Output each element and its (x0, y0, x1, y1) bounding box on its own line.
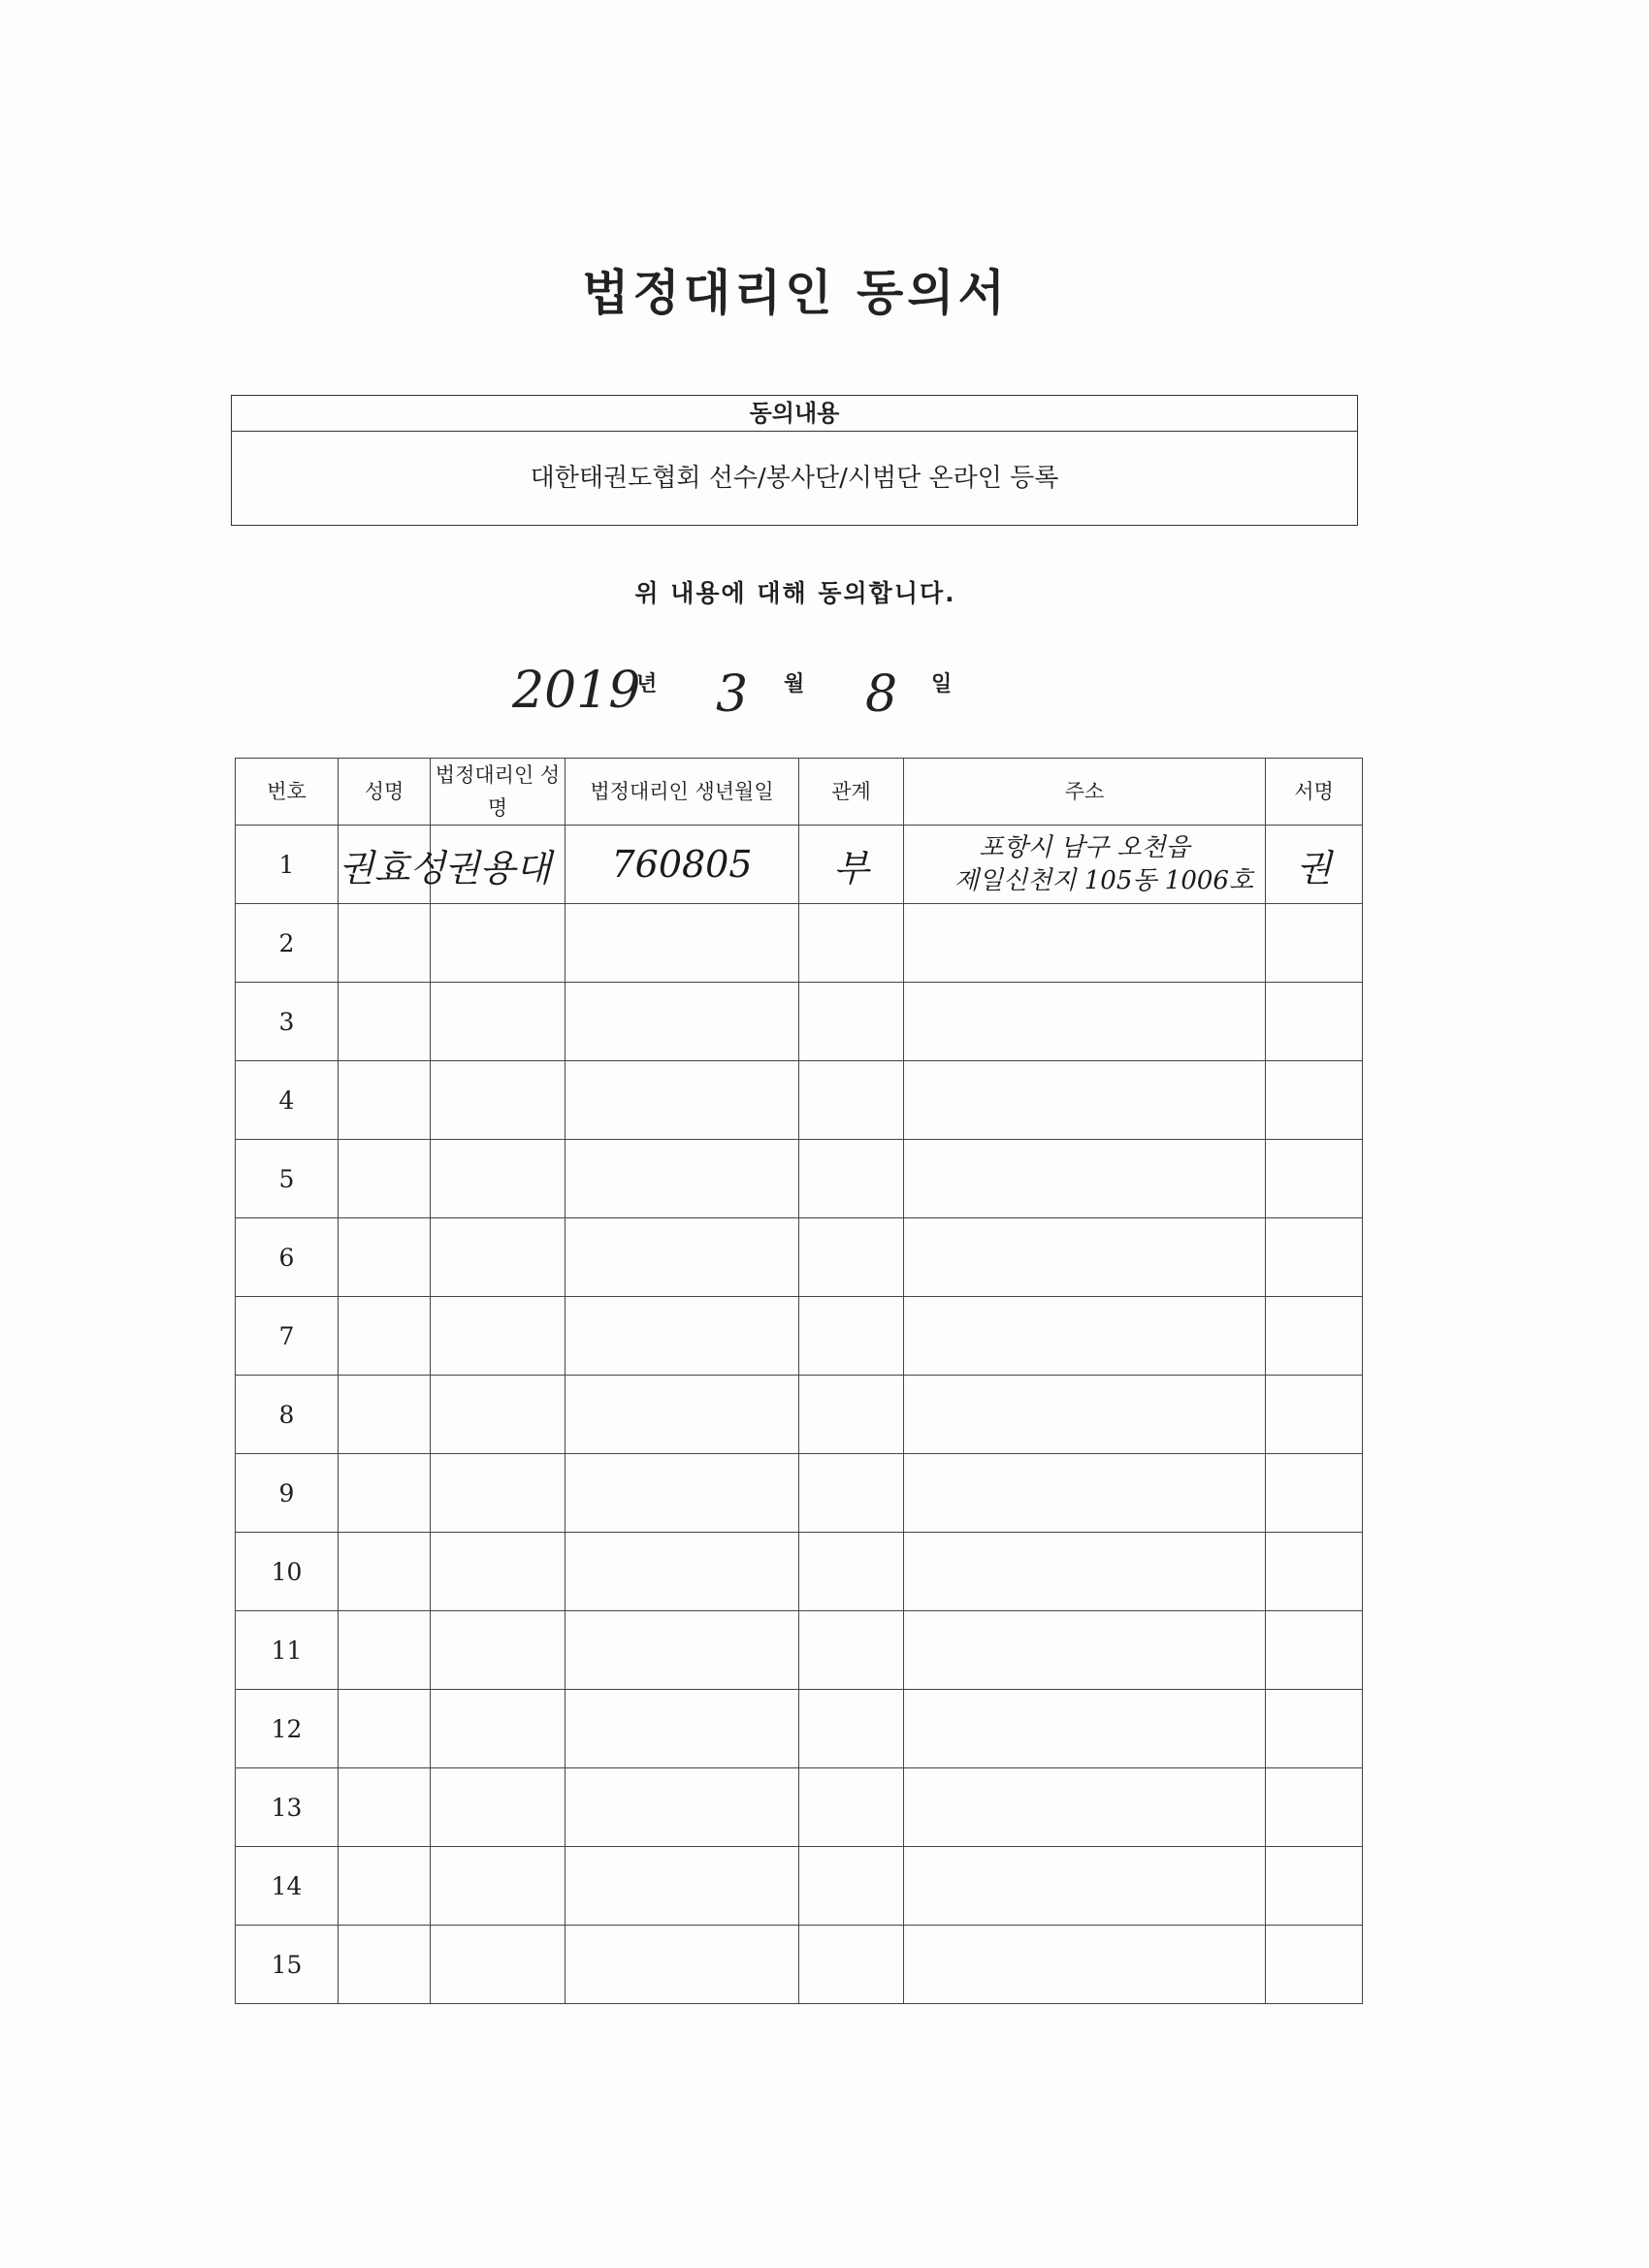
cell-no: 1 (236, 826, 339, 904)
cell-relation (799, 1454, 904, 1533)
cell-guardian-name (431, 1690, 566, 1768)
cell-no: 14 (236, 1847, 339, 1926)
cell-guardian-name (431, 1376, 566, 1454)
cell-no: 13 (236, 1768, 339, 1847)
cell-guardian-name (431, 1218, 566, 1297)
cell-no: 4 (236, 1061, 339, 1140)
cell-signature (1266, 983, 1363, 1061)
cell-signature (1266, 1690, 1363, 1768)
cell-guardian-name: 권용대 (431, 826, 566, 904)
cell-signature: 권 (1266, 826, 1363, 904)
cell-name (339, 1061, 431, 1140)
cell-guardian-name (431, 1061, 566, 1140)
date-year: 2019 (512, 662, 641, 720)
cell-name (339, 1611, 431, 1690)
cell-name (339, 1926, 431, 2004)
cell-relation (799, 1611, 904, 1690)
consent-statement: 위 내용에 대해 동의합니다. (634, 579, 956, 607)
cell-guardian-name (431, 1611, 566, 1690)
cell-relation (799, 1218, 904, 1297)
cell-guardian-name (431, 983, 566, 1061)
table-row (236, 1533, 1363, 1611)
cell-address (904, 1611, 1266, 1690)
table-row (236, 1061, 1363, 1140)
header-guardian-birth: 법정대리인 생년월일 (566, 759, 799, 826)
cell-address (904, 983, 1266, 1061)
cell-guardian-birth (566, 1061, 799, 1140)
cell-signature (1266, 1611, 1363, 1690)
table-row (236, 1140, 1363, 1218)
cell-guardian-name (431, 904, 566, 983)
cell-guardian-name (431, 1847, 566, 1926)
form-title: 법정대리인 동의서 (582, 265, 1009, 321)
agreement-content: 대한태권도협회 선수/봉사단/시범단 온라인 등록 (530, 464, 1059, 493)
cell-name (339, 1533, 431, 1611)
cell-address (904, 1768, 1266, 1847)
cell-signature (1266, 1926, 1363, 2004)
cell-signature (1266, 1218, 1363, 1297)
agreement-header: 동의내용 (232, 396, 1357, 432)
table-row (236, 904, 1363, 983)
cell-guardian-birth: 760805 (566, 826, 799, 904)
cell-address (904, 1690, 1266, 1768)
cell-name (339, 1297, 431, 1376)
cell-guardian-birth (566, 904, 799, 983)
cell-relation (799, 1533, 904, 1611)
date-year-unit: 년 (636, 672, 658, 697)
cell-name (339, 1690, 431, 1768)
cell-guardian-name (431, 1768, 566, 1847)
cell-signature (1266, 1061, 1363, 1140)
cell-address (904, 1926, 1266, 2004)
cell-guardian-birth (566, 1218, 799, 1297)
cell-signature (1266, 1376, 1363, 1454)
header-guardian-name: 법정대리인 성명 (431, 759, 566, 826)
cell-relation (799, 1690, 904, 1768)
cell-signature (1266, 1533, 1363, 1611)
date-day: 8 (865, 665, 898, 724)
cell-signature (1266, 1847, 1363, 1926)
cell-relation (799, 1847, 904, 1926)
cell-address (904, 1847, 1266, 1926)
cell-no: 9 (236, 1454, 339, 1533)
date-line (0, 652, 1649, 729)
cell-guardian-birth (566, 1847, 799, 1926)
table-row (236, 983, 1363, 1061)
cell-guardian-birth (566, 983, 799, 1061)
cell-no: 7 (236, 1297, 339, 1376)
address-line-1: 포항시 남구 오천읍 (979, 833, 1190, 862)
cell-no: 2 (236, 904, 339, 983)
header-no: 번호 (236, 759, 339, 826)
cell-no: 10 (236, 1533, 339, 1611)
cell-name (339, 904, 431, 983)
cell-address (904, 826, 1266, 904)
cell-name (339, 1140, 431, 1218)
cell-no: 3 (236, 983, 339, 1061)
cell-name (339, 1376, 431, 1454)
table-body (236, 826, 1363, 2004)
table-row (236, 1611, 1363, 1690)
cell-signature (1266, 1297, 1363, 1376)
cell-guardian-birth (566, 1533, 799, 1611)
cell-guardian-birth (566, 1690, 799, 1768)
cell-address (904, 1533, 1266, 1611)
cell-no: 6 (236, 1218, 339, 1297)
cell-name (339, 1454, 431, 1533)
cell-relation (799, 1061, 904, 1140)
cell-guardian-name (431, 1140, 566, 1218)
cell-guardian-birth (566, 1140, 799, 1218)
header-relation: 관계 (799, 759, 904, 826)
cell-address (904, 904, 1266, 983)
cell-relation (799, 904, 904, 983)
cell-name (339, 983, 431, 1061)
table-row (236, 1297, 1363, 1376)
cell-relation (799, 1297, 904, 1376)
cell-guardian-birth (566, 1611, 799, 1690)
cell-guardian-birth (566, 1376, 799, 1454)
cell-no: 5 (236, 1140, 339, 1218)
cell-signature (1266, 1768, 1363, 1847)
header-name: 성명 (339, 759, 431, 826)
address-line-2: 제일신천지 105동 1006호 (954, 866, 1254, 895)
cell-no: 11 (236, 1611, 339, 1690)
cell-name: 권효성 (339, 826, 431, 904)
date-day-unit: 일 (931, 672, 953, 697)
date-month-unit: 월 (784, 672, 805, 697)
cell-guardian-name (431, 1533, 566, 1611)
cell-guardian-birth (566, 1454, 799, 1533)
guardian-roster-table (235, 758, 1363, 2004)
cell-guardian-name (431, 1297, 566, 1376)
cell-guardian-birth (566, 1768, 799, 1847)
table-header-row (236, 759, 1363, 826)
cell-address (904, 1297, 1266, 1376)
cell-address (904, 1376, 1266, 1454)
table-row (236, 1690, 1363, 1768)
cell-address (904, 1061, 1266, 1140)
table-row (236, 1218, 1363, 1297)
cell-signature (1266, 1454, 1363, 1533)
date-month: 3 (716, 665, 749, 724)
cell-guardian-name (431, 1454, 566, 1533)
cell-relation (799, 1140, 904, 1218)
cell-signature (1266, 1140, 1363, 1218)
cell-relation (799, 983, 904, 1061)
cell-signature (1266, 904, 1363, 983)
header-signature: 서명 (1266, 759, 1363, 826)
cell-name (339, 1218, 431, 1297)
cell-guardian-name (431, 1926, 566, 2004)
cell-name (339, 1768, 431, 1847)
cell-name (339, 1847, 431, 1926)
table-row (236, 1768, 1363, 1847)
cell-guardian-birth (566, 1926, 799, 2004)
cell-relation (799, 1376, 904, 1454)
cell-relation (799, 1926, 904, 2004)
cell-no: 12 (236, 1690, 339, 1768)
cell-no: 8 (236, 1376, 339, 1454)
table-row (236, 1376, 1363, 1454)
table-row (236, 1847, 1363, 1926)
table-row (236, 826, 1363, 904)
cell-relation: 부 (799, 826, 904, 904)
agreement-box (231, 395, 1358, 526)
cell-no: 15 (236, 1926, 339, 2004)
cell-address (904, 1454, 1266, 1533)
table-row (236, 1926, 1363, 2004)
cell-relation (799, 1768, 904, 1847)
header-address: 주소 (904, 759, 1266, 826)
cell-address (904, 1140, 1266, 1218)
cell-address (904, 1218, 1266, 1297)
cell-guardian-birth (566, 1297, 799, 1376)
table-row (236, 1454, 1363, 1533)
